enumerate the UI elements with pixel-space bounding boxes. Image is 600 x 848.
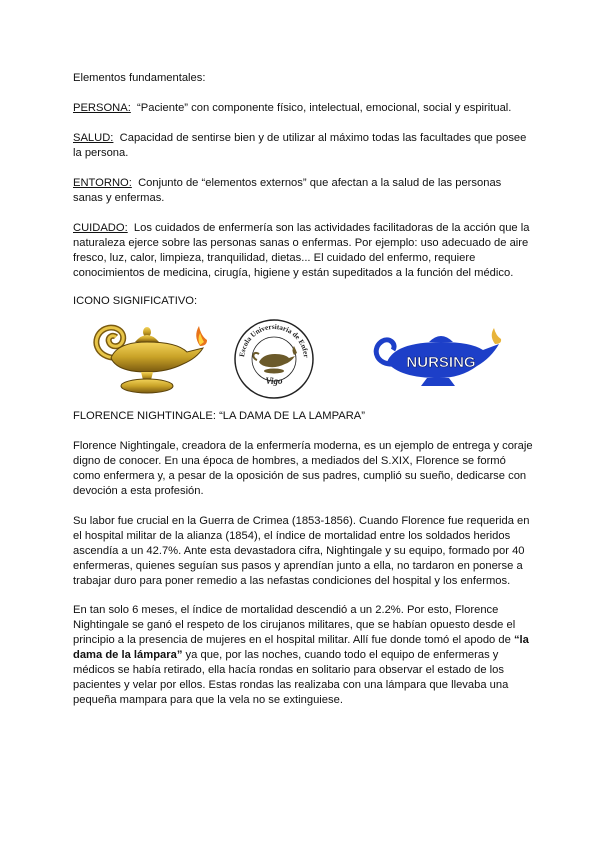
definition-persona — [73, 101, 533, 116]
definition-cuidado-text: Los cuidados de enfermería son las actividades facilitadoras de la acción que la naturaleza ejerce sobre las personas sanas o enfermas. Por ejemplo: uso adecuado de aire fresco, luz, calor, limpieza, tranquilidad, dietas... El cuidado del enfermo, requiere conocimientos de medicina, cirugía, higiene y están supeditados a la función del médico. — [73, 222, 530, 279]
definition-persona-text: “Paciente” con componente físico, intelectual, emocional, social y espiritual. — [137, 102, 512, 114]
seal-arc-text: Escola Universitaria de Enfer — [238, 322, 310, 359]
definition-salud — [73, 131, 533, 161]
paragraph-lady-part1: En tan solo 6 meses, el índice de mortalidad descendió a un 2.2%. Por esto, Florence Nightingale se ganó el respeto de los cirujanos militares, que se habían opuesto desde el principio a la presencia de mujeres en el hospital militar. Allí fue donde tomó el apodo de — [73, 604, 516, 646]
icons-row — [73, 318, 533, 398]
term-persona: PERSONA: — [73, 102, 131, 114]
nursing-lamp-icon — [367, 324, 507, 394]
paragraph-crimea: Su labor fue crucial en la Guerra de Crimea (1853-1856). Cuando Florence fue requerida en el hospital militar de la alianza (1854), el índice de mortalidad entre los soldados heridos ascendía a un 42.7%. Ante esta devastadora cifra, Nightingale y su equipo, formado por 40 enfermeras, quienes seguían sus pasos y aprendían junto a ella, no tardaron en ponerse a trabajar duro para poner remedio a las nefastas condiciones del hospital y los enfermos. — [73, 515, 530, 587]
definition-entorno-text: Conjunto de “elementos externos” que afectan a la salud de las personas sanas y enfermas. — [73, 177, 502, 204]
nursing-label: NURSING — [406, 354, 476, 371]
golden-lamp-icon — [87, 318, 207, 396]
intro-text: Elementos fundamentales: — [73, 72, 206, 84]
paragraph-lady-of-lamp — [73, 603, 533, 708]
florence-heading: FLORENCE NIGHTINGALE: “LA DAMA DE LA LAMPARA” — [73, 410, 365, 422]
definition-salud-text: Capacidad de sentirse bien y de utilizar al máximo todas las facultades que posee la persona. — [73, 132, 527, 159]
school-seal-icon — [233, 318, 315, 400]
lady-of-lamp-phrase: “la dama de la lámpara” — [73, 634, 529, 661]
icon-heading: ICONO SIGNIFICATIVO: — [73, 295, 198, 307]
paragraph-lady-part2: ya que, por las noches, cuando todo el equipo de enfermeras y médicos se había retirado, ella hacía rondas en solitario para observar el estado de los pacientes y velar por ellos. Estas rondas las realizaba con una lámpara que llevaba una pequeña mampara para que la vela no se extinguiese. — [73, 649, 509, 706]
seal-city-text: Vigo — [265, 376, 283, 386]
definition-entorno — [73, 176, 533, 206]
term-entorno: ENTORNO: — [73, 177, 132, 189]
definition-cuidado — [73, 221, 533, 281]
paragraph-intro: Florence Nightingale, creadora de la enfermería moderna, es un ejemplo de entrega y coraje digno de conocer. En una época de hombres, a mediados del S.XIX, Florence se formó como enfermera y, a pesar de la oposición de sus padres, cumplió su sueño, dedicarse con devoción a esta profesión. — [73, 440, 533, 497]
term-salud: SALUD: — [73, 132, 114, 144]
term-cuidado: CUIDADO: — [73, 222, 128, 234]
